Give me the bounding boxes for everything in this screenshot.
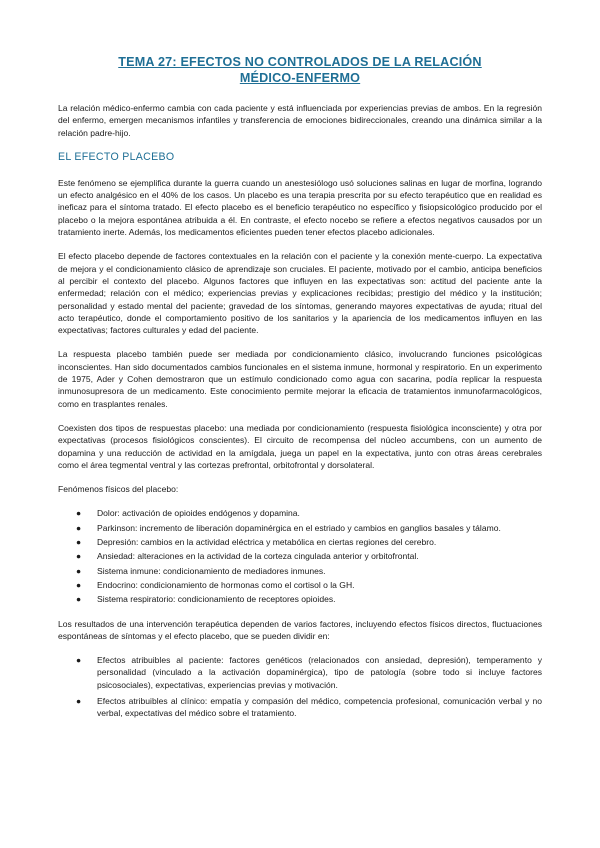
list-item — [58, 536, 542, 548]
list-item-text: Dolor: activación de opioides endógenos y dopamina. — [97, 508, 300, 519]
list-item-text: Ansiedad: alteraciones en la actividad de la corteza cingulada anterior y orbitofrontal. — [97, 551, 419, 562]
list-item — [58, 654, 542, 691]
list-item-text: Depresión: cambios en la actividad eléctrica y metabólica en ciertas regiones del cerebro. — [97, 537, 437, 548]
bullet-icon: ● — [76, 579, 82, 590]
list-item — [58, 550, 542, 562]
list-item — [58, 565, 542, 577]
list-item — [58, 579, 542, 591]
bullet-icon: ● — [76, 537, 82, 548]
bullet-icon: ● — [76, 508, 82, 519]
list-item — [58, 507, 542, 519]
results-paragraph: Los resultados de una intervención terapéutica dependen de varios factores, incluyendo efectos físicos directos, fluctuaciones espontáneas de síntomas y el efecto placebo, que se pueden dividir en: — [58, 618, 542, 641]
list-item-text: Sistema respiratorio: condicionamiento de receptores opioides. — [97, 594, 336, 605]
phenomena-list — [58, 507, 542, 605]
title-line-2: MÉDICO-ENFERMO — [239, 71, 361, 85]
paragraph-1: Este fenómeno se ejemplifica durante la guerra cuando un anestesiólogo usó soluciones salinas en lugar de morfina, logrando un efecto analgésico en el 40% de los casos. Un placebo es una terapia prescrita por su efecto terapéutico que en realidad es ineficaz para el síntoma tratado. El efecto placebo es el beneficio terapéutico no específico y fisiopsicológico producido por el placebo o la mejora espontánea atribuida a él. En contraste, el efecto nocebo se refiere a efectos negativos causados por un tratamiento inerte. Además, los medicamentos eficientes pueden tener efectos placebo adicionales. — [58, 177, 542, 238]
intro-paragraph: La relación médico-enfermo cambia con cada paciente y está influenciada por experiencias previas de ambos. En la regresión del enfermo, emergen mecanismos infantiles y transferencia de emociones bidireccionales, creando una dinámica similar a la relación padre-hijo. — [58, 103, 542, 138]
bullet-icon: ● — [76, 695, 82, 706]
bullet-icon: ● — [76, 522, 82, 533]
list-item-text: Efectos atribuibles al paciente: factores genéticos (relacionados con ansiedad, depresión), temperamento y personalidad (vinculado a la activación dopaminérgica), tipo de patología (sobre todo si incluye factores psicosociales), expectativas, experiencias previas y motivación. — [97, 655, 542, 690]
list-item-text: Sistema inmune: condicionamiento de mediadores inmunes. — [97, 565, 326, 576]
paragraph-3: La respuesta placebo también puede ser mediada por condicionamiento clásico, involucrando funciones psicológicas inconscientes. Han sido documentados cambios funcionales en el sistema inmune, hormonal y respiratorio. En un experimento de 1975, Ader y Cohen demostraron que un estímulo condicionado como agua con sacarina, podía replicar la respuesta inmunosupresora de un medicamento. Este conocimiento permite mejorar la eficacia de tratamientos inmunofarmacológicos, como en trasplantes renales. — [58, 349, 542, 409]
paragraph-2: El efecto placebo depende de factores contextuales en la relación con el paciente y la conexión mente-cuerpo. La expectativa de mejora y el condicionamiento clásico de aprendizaje son cruciales. El paciente, motivado por el cambio, anticipa beneficios al percibir el contexto del placebo. Algunos factores que influyen en las expectativas son: actitud del paciente ante la enfermedad; relación con el médico; experiencias previas y explicaciones recibidas; prestigio del médico y la institución; personalidad y estado mental del paciente; gravedad de los síntomas, generando mayores expectativas de ayuda; ritual del acto terapéutico, donde el comportamiento positivo de los sanitarios y la apariencia de los medicamentos influyen en las expectativas; factores culturales y edad del paciente. — [58, 251, 542, 336]
title-line-1: TEMA 27: EFECTOS NO CONTROLADOS DE LA RELACIÓN — [118, 55, 482, 69]
list-item-text: Efectos atribuibles al clínico: empatía y compasión del médico, competencia profesional, comunicación verbal y no verbal, expectativas del médico sobre el tratamiento. — [97, 695, 542, 719]
list-item-text: Endocrino: condicionamiento de hormonas como el cortisol o la GH. — [97, 579, 355, 590]
bullet-icon: ● — [76, 655, 82, 666]
section-heading: EL EFECTO PLACEBO — [58, 150, 175, 163]
list-item-text: Parkinson: incremento de liberación dopaminérgica en el estriado y cambios en ganglios basales y tálamo. — [97, 522, 501, 533]
bullet-icon: ● — [76, 565, 82, 576]
paragraph-4: Coexisten dos tipos de respuestas placebo: una mediada por condicionamiento (respuesta fisiológica inconsciente) y otra por expectativas (procesos fisiológicos conscientes). El circuito de recompensa del núcleo accumbens, con un aumento de dopamina y una reducción de actividad en la amígdala, juega un papel en la expectativa, junto con otras áreas cerebrales como el área tegmental ventral y las cortezas prefrontal, orbitofrontal y dorsolateral. — [58, 422, 542, 470]
bullet-icon: ● — [76, 551, 82, 562]
list-item — [58, 522, 542, 534]
bullet-icon: ● — [76, 594, 82, 605]
effects-list — [58, 654, 542, 719]
list-item — [58, 695, 542, 720]
list-intro: Fenómenos físicos del placebo: — [58, 484, 179, 495]
document-title — [58, 54, 542, 86]
list-item — [58, 593, 542, 605]
